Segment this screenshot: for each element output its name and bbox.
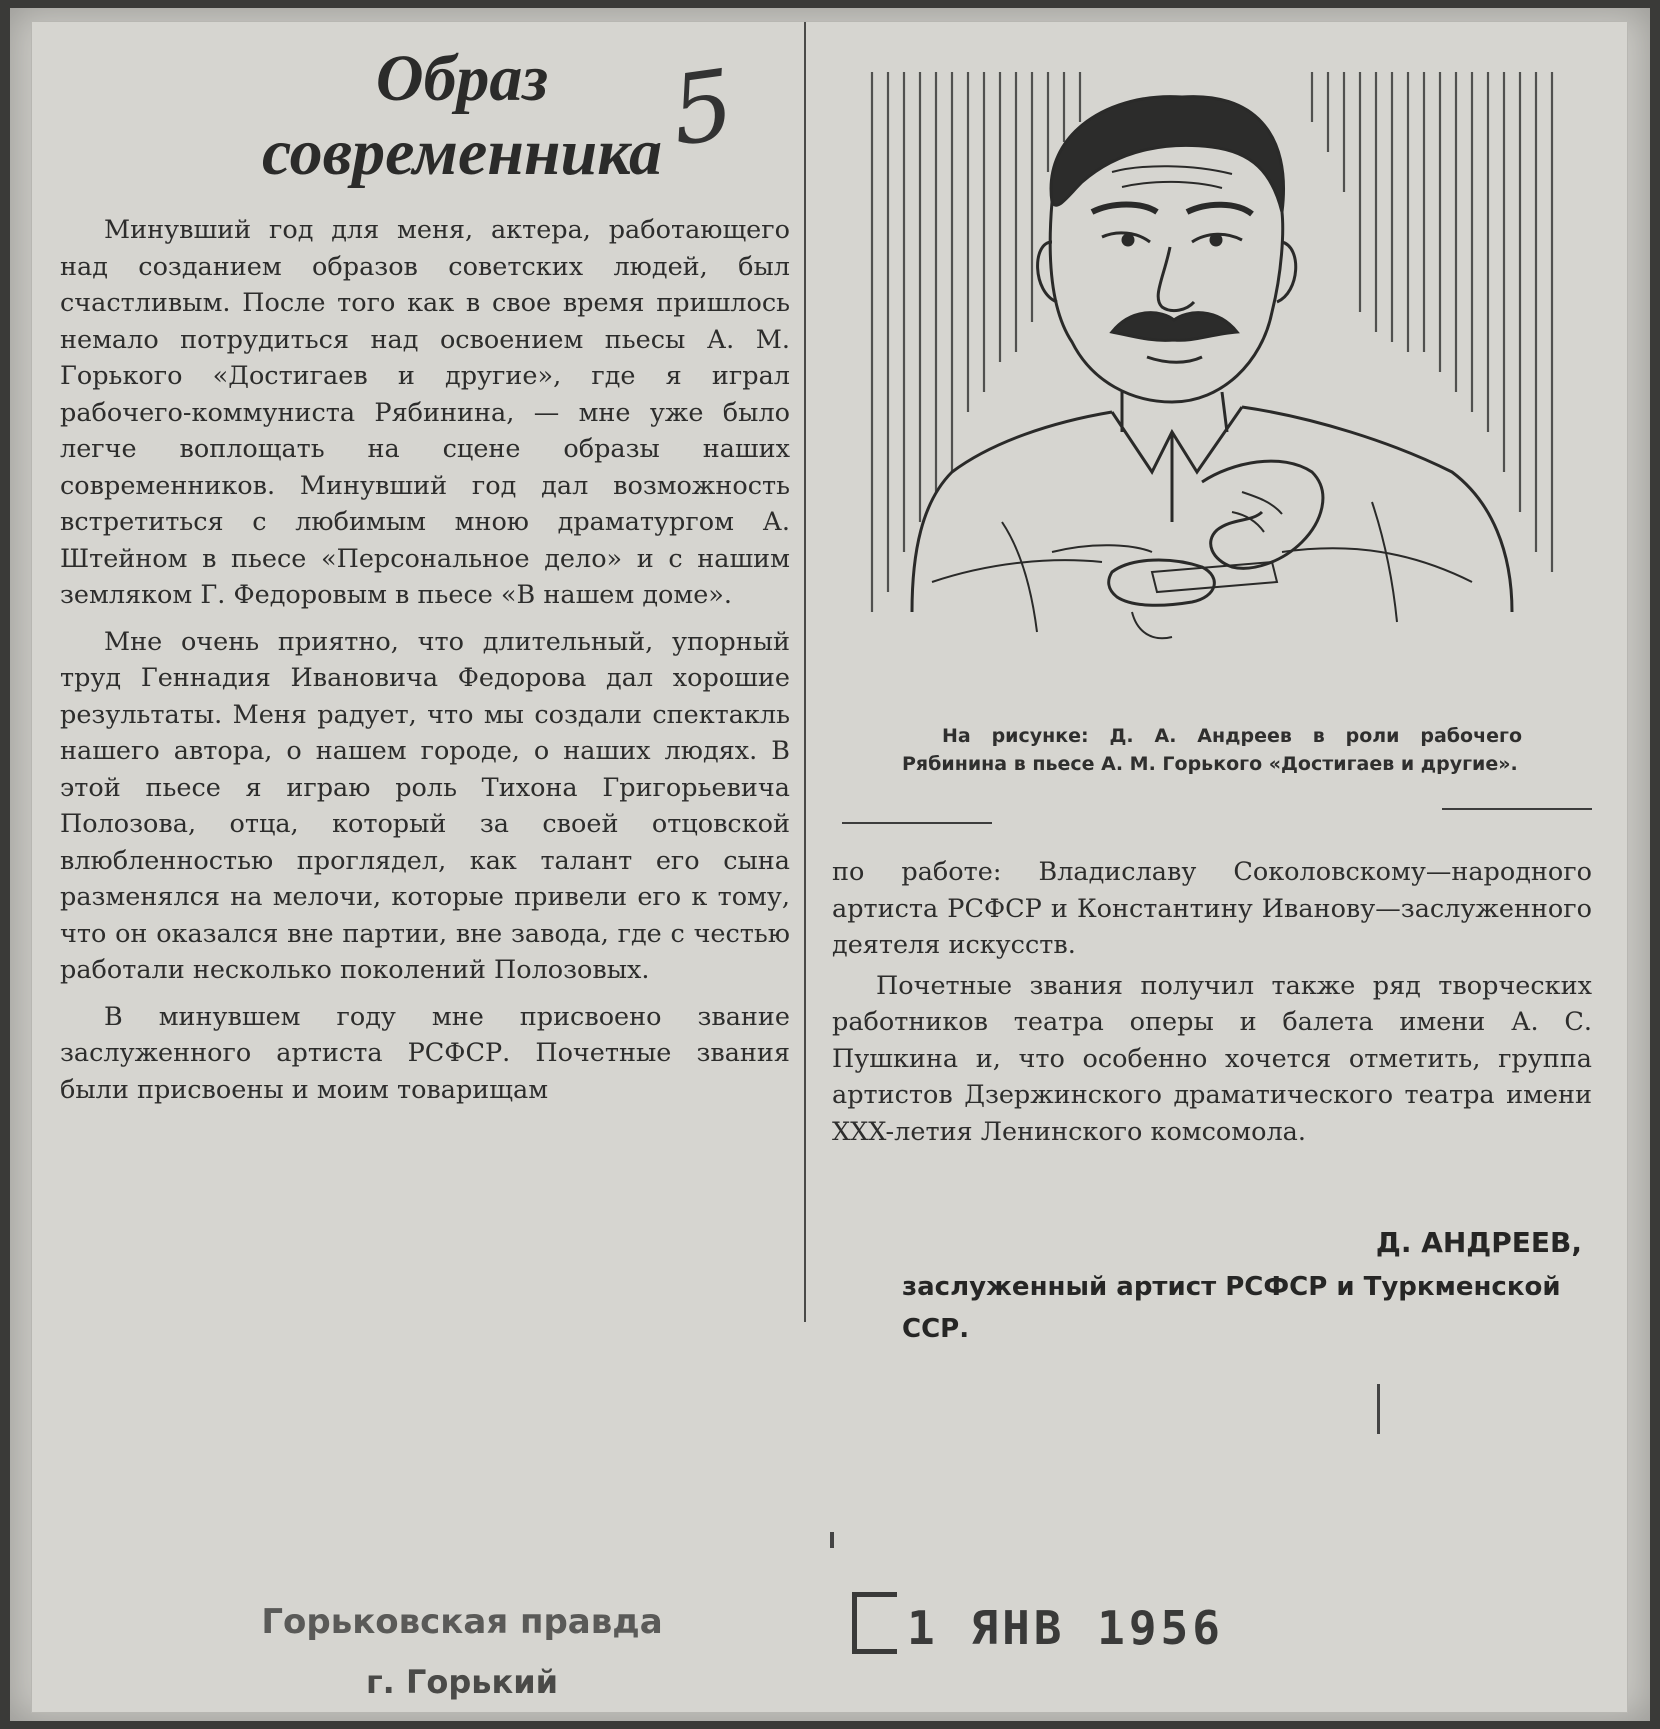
paragraph: В минувшем году мне присвоено звание заслуженного артиста РСФСР. Почетные звания были присвоены и моим товарищам xyxy=(60,1001,790,1105)
author-name: Д. АНДРЕЕВ, xyxy=(1375,1226,1582,1259)
left-column-text xyxy=(60,212,790,1118)
shirt-collar xyxy=(1112,407,1242,472)
date-stamp xyxy=(852,1592,1272,1655)
ink-mark xyxy=(1377,1384,1380,1434)
paragraph: Минувший год для меня, актера, работающего над созданием образов советских людей, был счастливым. После того как в свое время пришлось немало потрудиться над освоением пьесы А. М. Горького «Достигаев и другие», где я играл рабочего-коммуниста Рябинина, — мне уже было легче воплощать на сцене образы наших современников. Минувший год дал возможность встретиться с любимым мною драматургом А. Штейном в пьесе «Персональное дело» и с нашим земляком Г. Федоровым в пьесе «В нашем доме». xyxy=(60,215,790,610)
stamp-bracket xyxy=(852,1592,897,1654)
background-hatching xyxy=(872,72,1552,612)
face xyxy=(1050,202,1283,402)
newspaper-city: г. Горький xyxy=(365,1663,559,1701)
newspaper-clipping xyxy=(32,22,1627,1712)
illustration-caption: На рисунке: Д. А. Андреев в роли рабочего Рябинина в пьесе А. М. Горького «Достигаев и другие». xyxy=(902,725,1522,775)
stamp-date: 1 ЯНВ 1956 xyxy=(907,1601,1224,1655)
title-line-2: современника xyxy=(261,116,663,189)
paragraph: Мне очень приятно, что длительный, упорный труд Геннадия Ивановича Федорова дал хорошие результаты. Меня радует, что мы создали спектакль нашего автора, о нашем городе, о наших людях. В этой пьесе я играю роль Тихона Григорьевича Полозова, отца, который за своей отцовской влюбленностью проглядел, как талант его сына разменялся на мелочи, которые привели его к тому, что он оказался вне партии, вне завода, где с честью работали несколько поколений Полозовых. xyxy=(60,626,790,985)
separator-rule xyxy=(1442,808,1592,810)
moustache xyxy=(1112,313,1237,341)
paragraph: Почетные звания получил также ряд творческих работников театра оперы и балета имени А. С. Пушкина и, что особенно хочется отметить, группа артистов Дзержинского драматического театра имени XXX-летия Ленинского комсомола. xyxy=(832,970,1592,1147)
newspaper-name: Горьковская правда xyxy=(261,1602,663,1642)
author-title: заслуженный артист РСФСР и Туркменской ССР. xyxy=(902,1272,1561,1344)
separator-rule xyxy=(842,822,992,824)
article-title xyxy=(182,42,742,190)
archive-sheet xyxy=(10,8,1650,1721)
handwritten-page-mark: 5 xyxy=(664,48,741,168)
column-divider xyxy=(804,22,806,1322)
shirt xyxy=(912,412,1112,612)
right-column-text xyxy=(832,854,1592,1154)
portrait-illustration xyxy=(852,52,1592,692)
hair xyxy=(1051,97,1283,212)
hand-right xyxy=(1202,461,1323,568)
paragraph: по работе: Владиславу Соколовскому—народного артиста РСФСР и Константину Иванову—заслуженного деятеля искусств. xyxy=(832,857,1592,960)
newspaper-source xyxy=(232,1592,692,1712)
title-line-1: Образ xyxy=(375,42,549,115)
ink-mark xyxy=(830,1532,834,1548)
hand-left xyxy=(1109,560,1215,605)
